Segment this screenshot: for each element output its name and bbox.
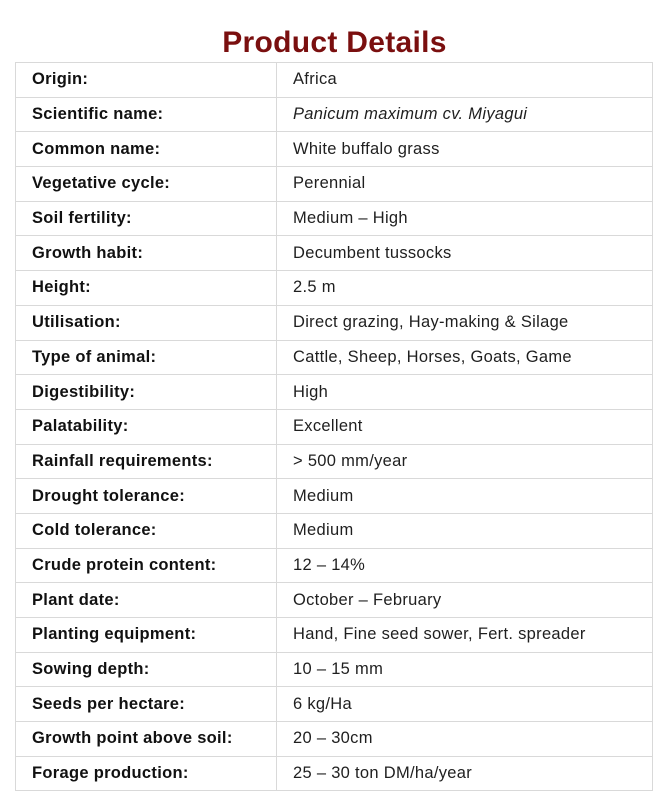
table-row xyxy=(16,722,653,757)
row-value: Africa xyxy=(277,63,653,98)
table-row xyxy=(16,583,653,618)
row-value: Medium xyxy=(277,513,653,548)
row-value: Medium xyxy=(277,479,653,514)
row-label: Height: xyxy=(16,271,277,306)
table-row xyxy=(16,479,653,514)
table-row xyxy=(16,201,653,236)
table-row xyxy=(16,756,653,791)
table-row xyxy=(16,687,653,722)
page-title: Product Details xyxy=(222,26,447,60)
table-row xyxy=(16,271,653,306)
row-label: Vegetative cycle: xyxy=(16,167,277,202)
table-row xyxy=(16,375,653,410)
row-value: 25 – 30 ton DM/ha/year xyxy=(277,756,653,791)
row-value: October – February xyxy=(277,583,653,618)
table-row xyxy=(16,167,653,202)
row-value: Decumbent tussocks xyxy=(277,236,653,271)
row-value: High xyxy=(277,375,653,410)
table-row xyxy=(16,340,653,375)
row-label: Palatability: xyxy=(16,409,277,444)
table-row xyxy=(16,236,653,271)
table-row xyxy=(16,305,653,340)
row-label: Common name: xyxy=(16,132,277,167)
row-value: Hand, Fine seed sower, Fert. spreader xyxy=(277,618,653,653)
row-label: Utilisation: xyxy=(16,305,277,340)
row-label: Growth point above soil: xyxy=(16,722,277,757)
row-label: Soil fertility: xyxy=(16,201,277,236)
row-label: Plant date: xyxy=(16,583,277,618)
table-row xyxy=(16,652,653,687)
table-row xyxy=(16,132,653,167)
row-value: Cattle, Sheep, Horses, Goats, Game xyxy=(277,340,653,375)
row-label: Planting equipment: xyxy=(16,618,277,653)
row-label: Crude protein content: xyxy=(16,548,277,583)
row-label: Forage production: xyxy=(16,756,277,791)
table-row xyxy=(16,444,653,479)
row-value: 20 – 30cm xyxy=(277,722,653,757)
row-label: Growth habit: xyxy=(16,236,277,271)
row-value: 6 kg/Ha xyxy=(277,687,653,722)
row-label: Cold tolerance: xyxy=(16,513,277,548)
row-value: White buffalo grass xyxy=(277,132,653,167)
row-label: Scientific name: xyxy=(16,97,277,132)
row-value: 10 – 15 mm xyxy=(277,652,653,687)
table-row xyxy=(16,97,653,132)
table-row xyxy=(16,409,653,444)
product-details-table xyxy=(15,62,653,791)
row-label: Type of animal: xyxy=(16,340,277,375)
table-row xyxy=(16,548,653,583)
row-label: Drought tolerance: xyxy=(16,479,277,514)
row-value: Perennial xyxy=(277,167,653,202)
row-label: Seeds per hectare: xyxy=(16,687,277,722)
row-value: Direct grazing, Hay-making & Silage xyxy=(277,305,653,340)
table-row xyxy=(16,618,653,653)
row-value: Medium – High xyxy=(277,201,653,236)
row-value: Excellent xyxy=(277,409,653,444)
row-label: Rainfall requirements: xyxy=(16,444,277,479)
row-label: Digestibility: xyxy=(16,375,277,410)
row-value: 2.5 m xyxy=(277,271,653,306)
row-value: 12 – 14% xyxy=(277,548,653,583)
row-label: Origin: xyxy=(16,63,277,98)
table-row xyxy=(16,63,653,98)
table-row xyxy=(16,513,653,548)
row-label: Sowing depth: xyxy=(16,652,277,687)
row-value: > 500 mm/year xyxy=(277,444,653,479)
row-value: Panicum maximum cv. Miyagui xyxy=(277,97,653,132)
product-details-body xyxy=(16,63,653,791)
